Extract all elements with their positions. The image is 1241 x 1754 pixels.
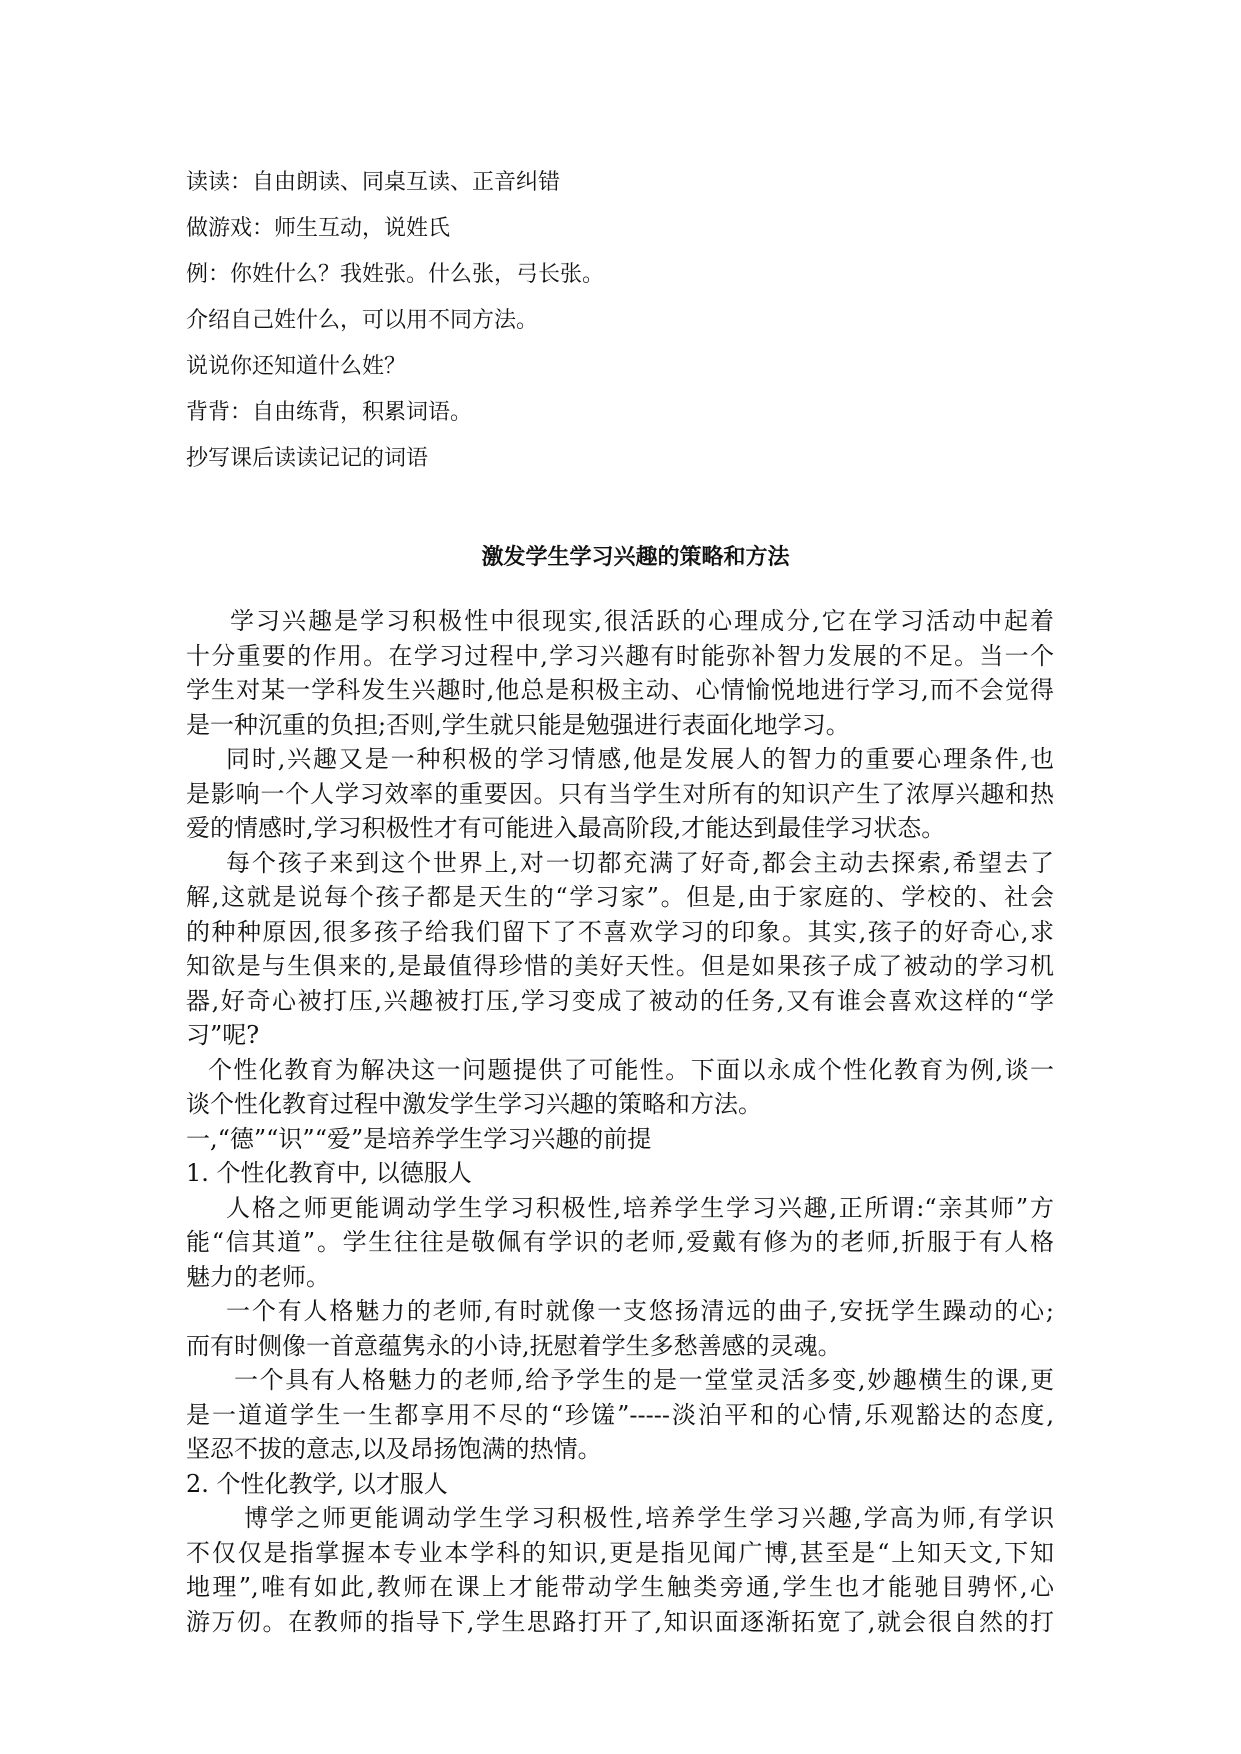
body-text-line: 解,这就是说每个孩子都是天生的“学习家”。但是,由于家庭的、学校的、社会 [186, 883, 1054, 911]
body-text-line: 人格之师更能调动学生学习积极性,培养学生学习兴趣,正所谓:“亲其师”方 [226, 1193, 1054, 1222]
body-text-line: 不仅仅是指掌握本专业本学科的知识,更是指见闻广博,甚至是“上知天文,下知 [186, 1538, 1054, 1567]
body-text-line: 是影响一个人学习效率的重要因。只有当学生对所有的知识产生了浓厚兴趣和热 [186, 779, 1054, 808]
activity-line: 例：你姓什么？我姓张。什么张，弓长张。 [186, 262, 605, 287]
article-title: 激发学生学习兴趣的策略和方法 [481, 544, 790, 570]
body-text-line: 个性化教育为解决这一问题提供了可能性。下面以永成个性化教育为例,谈一 [208, 1055, 1054, 1084]
body-text-line: 十分重要的作用。在学习过程中,学习兴趣有时能弥补智力发展的不足。当一个 [186, 641, 1054, 670]
body-text-line: 一个有人格魅力的老师,有时就像一支悠扬清远的曲子,安抚学生躁动的心; [226, 1297, 1054, 1325]
body-text-line: 博学之师更能调动学生学习积极性,培养学生学习兴趣,学高为师,有学识 [244, 1504, 1054, 1532]
activity-list [186, 160, 1086, 482]
body-text-line: 一个具有人格魅力的老师,给予学生的是一堂堂灵活多变,妙趣横生的课,更 [234, 1366, 1054, 1394]
activity-line: 背背：自由练背，积累词语。 [186, 400, 473, 425]
body-text-line: 学生对某一学科发生兴趣时,他总是积极主动、心情愉悦地进行学习,而不会觉得 [186, 676, 1054, 704]
activity-line: 读读：自由朗读、同桌互读、正音纠错 [186, 170, 561, 195]
body-text-line: 是一道道学生一生都享用不尽的“珍馐”-----淡泊平和的心情,乐观豁达的态度, [186, 1400, 1054, 1429]
section-heading: 一,“德”“识”“爱”是培养学生学习兴趣的前提 [186, 1124, 652, 1153]
body-text-line: 是一种沉重的负担;否则,学生就只能是勉强进行表面化地学习。 [186, 710, 850, 739]
body-text-line: 学习兴趣是学习积极性中很现实,很活跃的心理成分,它在学习活动中起着 [230, 607, 1054, 635]
body-text-line: 坚忍不拔的意志,以及昂扬饱满的热情。 [186, 1435, 602, 1463]
body-text-line: 魅力的老师。 [186, 1262, 330, 1291]
body-text-line: 同时,兴趣又是一种积极的学习情感,他是发展人的智力的重要心理条件,也 [226, 745, 1054, 773]
body-text-line: 能“信其道”。学生往往是敬佩有学识的老师,爱戴有修为的老师,折服于有人格 [186, 1228, 1054, 1256]
section-heading: 1. 个性化教育中, 以德服人 [186, 1159, 472, 1187]
body-text-line: 每个孩子来到这个世界上,对一切都充满了好奇,都会主动去探索,希望去了 [226, 848, 1054, 877]
activity-line: 做游戏：师生互动，说姓氏 [186, 216, 451, 241]
body-text-line: 爱的情感时,学习积极性才有可能进入最高阶段,才能达到最佳学习状态。 [186, 814, 946, 842]
body-text-line: 谈个性化教育过程中激发学生学习兴趣的策略和方法。 [186, 1090, 762, 1118]
body-text-line: 习”呢? [186, 1021, 260, 1049]
body-text-line: 而有时侧像一首意蕴隽永的小诗,抚慰着学生多愁善感的灵魂。 [186, 1331, 842, 1360]
section-heading: 2. 个性化教学, 以才服人 [186, 1469, 448, 1498]
activity-line: 介绍自己姓什么，可以用不同方法。 [186, 308, 539, 333]
body-text-line: 的种种原因,很多孩子给我们留下了不喜欢学习的印象。其实,孩子的好奇心,求 [186, 917, 1054, 946]
body-text-line: 知欲是与生俱来的,是最值得珍惜的美好天性。但是如果孩子成了被动的学习机 [186, 952, 1054, 980]
activity-line: 抄写课后读读记记的词语 [186, 446, 429, 471]
body-text-line: 游万仞。在教师的指导下,学生思路打开了,知识面逐渐拓宽了,就会很自然的打 [186, 1607, 1054, 1636]
body-text-line: 器,好奇心被打压,兴趣被打压,学习变成了被动的任务,又有谁会喜欢这样的“学 [186, 986, 1054, 1015]
body-text-line: 地理”,唯有如此,教师在课上才能带动学生触类旁通,学生也才能驰目骋怀,心 [186, 1573, 1054, 1601]
article-body [186, 604, 1054, 1639]
activity-line: 说说你还知道什么姓？ [186, 354, 407, 379]
